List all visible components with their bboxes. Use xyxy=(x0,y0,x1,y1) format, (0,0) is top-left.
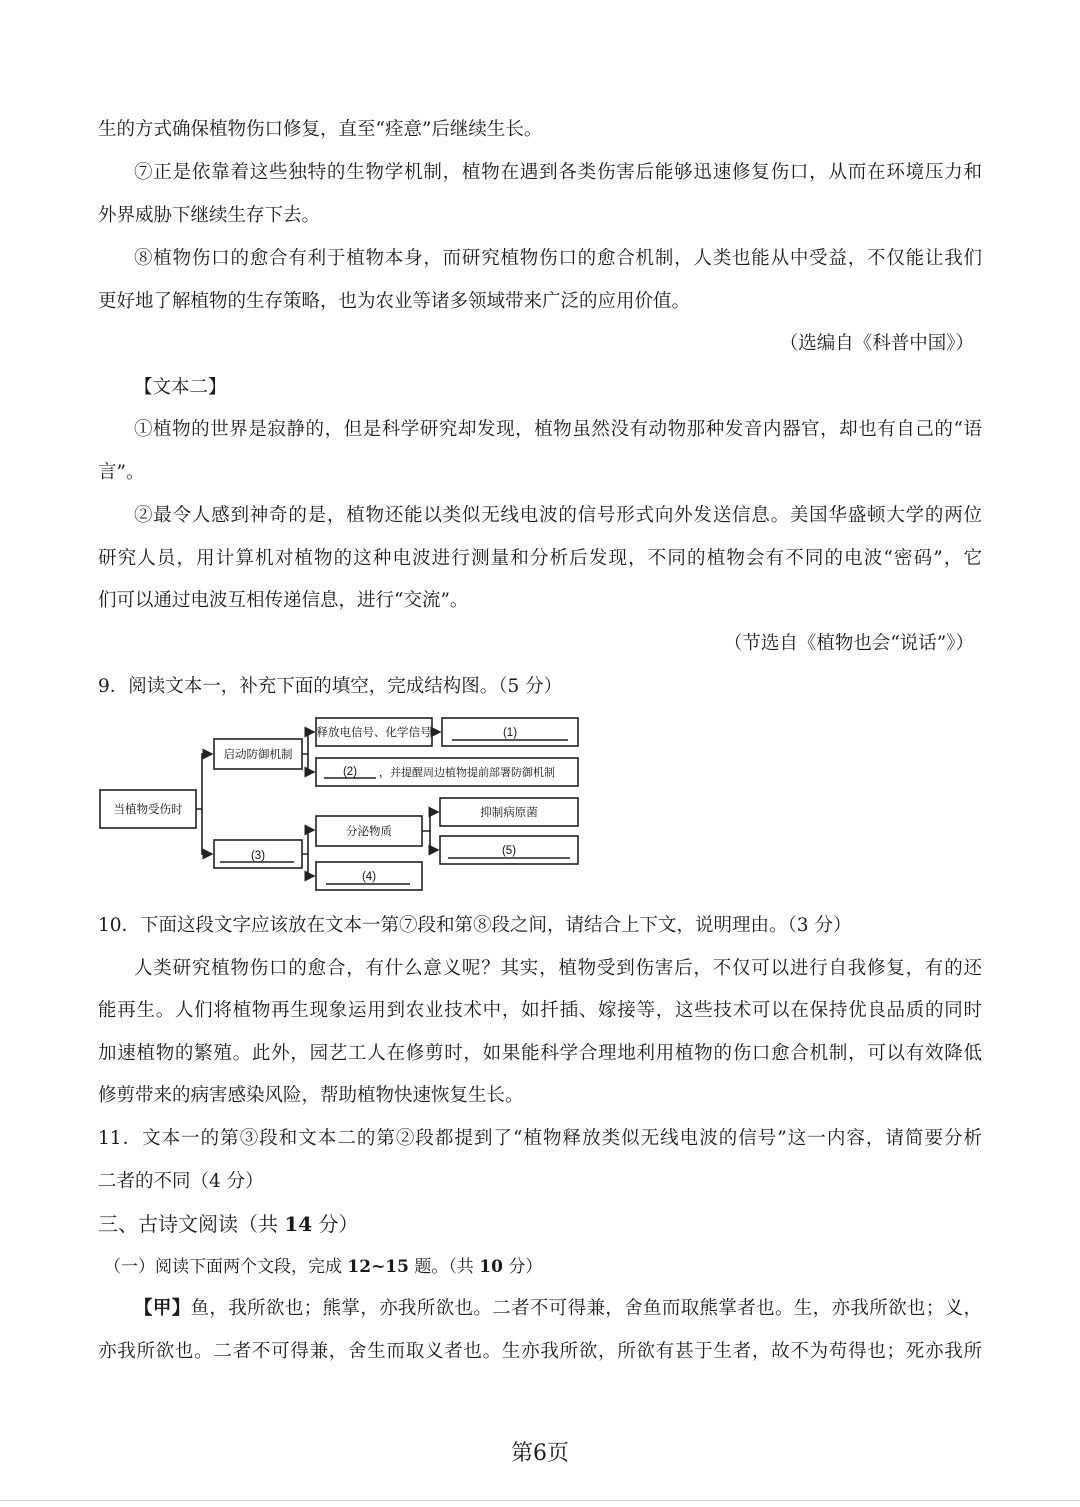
diagram-blank1-text: (1) xyxy=(502,727,518,739)
text2-p2-line3: 们可以通过电波互相传递信息，进行“交流”。 xyxy=(98,590,469,611)
section3-title: 三、古诗文阅读（共 14 分） xyxy=(98,1212,359,1236)
text1-source: （选编自《科普中国》） xyxy=(779,333,974,354)
q10-para-line3: 加速植物的繁殖。此外，园艺工人在修剪时，如果能科学合理地利用植物的伤口愈合机制，可以有效降低 xyxy=(98,1043,982,1064)
q10-para-line2: 能再生。人们将植物再生现象运用到农业技术中，如扦插、嫁接等，这些技术可以在保持优良品质的同时 xyxy=(98,1000,982,1021)
q9-prompt: 9．阅读文本一，补充下面的填空，完成结构图。（5 分） xyxy=(98,676,563,697)
diagram-blank3-text: (3) xyxy=(250,850,266,862)
diagram-inhibit-text: 抑制病原菌 xyxy=(480,807,538,819)
text2-source: （节选自《植物也会“说话”》） xyxy=(723,633,974,654)
text2-p2-line2: 研究人员，用计算机对植物的这种电波进行测量和分析后发现，不同的植物会有不同的电波“密码”，它 xyxy=(98,548,982,569)
diagram-root-text: 当植物受伤时 xyxy=(113,804,183,816)
diagram-blank2-suffix: ，并提醒周边植物提前部署防御机制 xyxy=(379,767,555,779)
q10-para-line1: 人类研究植物伤口的愈合，有什么意义呢？其实，植物受到伤害后，不仅可以进行自我修复，有的还 xyxy=(134,958,982,979)
section3-subtitle: （一）阅读下面两个文段，完成 12~15 题。（共 10 分） xyxy=(104,1257,543,1277)
text2-p1-line1: ①植物的世界是寂静的，但是科学研究却发现，植物虽然没有动物那种发音内器官，却也有自己的“语 xyxy=(134,419,982,440)
diagram-defense-text: 启动防御机制 xyxy=(223,749,293,761)
q11-line1: 11．文本一的第③段和文本二的第②段都提到了“植物释放类似无线电波的信号”这一内容，请简要分析 xyxy=(98,1128,982,1149)
q11-line2: 二者的不同（4 分） xyxy=(98,1171,264,1192)
structure-diagram xyxy=(98,712,588,892)
diagram-release-text: 释放电信号、化学信号 xyxy=(316,727,432,739)
text2-p2-line1: ②最令人感到神奇的是，植物还能以类似无线电波的信号形式向外发送信息。美国华盛顿大学的两位 xyxy=(134,505,982,526)
q10-prompt: 10．下面这段文字应该放在文本一第⑦段和第⑧段之间，请结合上下文，说明理由。（3 分） xyxy=(98,915,852,936)
text2-p1-line2: 言”。 xyxy=(98,462,145,483)
text1-p7-line2: 外界威胁下继续生存下去。 xyxy=(98,205,321,226)
page-number: 第6页 xyxy=(511,1441,569,1466)
text1-p7-line1: ⑦正是依靠着这些独特的生物学机制，植物在遇到各类伤害后能够迅速修复伤口，从而在环境压力和 xyxy=(134,162,982,183)
jia-line2: 亦我所欲也。二者不可得兼，舍生而取义者也。生亦我所欲，所欲有甚于生者，故不为苟得也；死亦我所 xyxy=(98,1341,982,1362)
diagram-secrete-text: 分泌物质 xyxy=(346,826,392,838)
text1-p8-line1: ⑧植物伤口的愈合有利于植物本身，而研究植物伤口的愈合机制，人类也能从中受益，不仅能让我们 xyxy=(134,248,982,269)
footer-rule xyxy=(0,1500,1080,1501)
q10-para-line4: 修剪带来的病害感染风险，帮助植物快速恢复生长。 xyxy=(98,1085,524,1106)
text1-p8-line2: 更好地了解植物的生存策略，也为农业等诸多领域带来广泛的应用价值。 xyxy=(98,291,691,312)
diagram-blank4-text: (4) xyxy=(361,871,377,883)
text1-p6-end: 生的方式确保植物伤口修复，直至“痊意”后继续生长。 xyxy=(98,119,543,140)
text2-title: 【文本二】 xyxy=(134,377,227,398)
jia-line1: 【甲】鱼，我所欲也；熊掌，亦我所欲也。二者不可得兼，舍鱼而取熊掌者也。生，亦我所欲也；义， xyxy=(134,1298,982,1319)
diagram-blank2-text: (2) xyxy=(342,766,358,778)
diagram-blank5-text: (5) xyxy=(501,845,517,857)
